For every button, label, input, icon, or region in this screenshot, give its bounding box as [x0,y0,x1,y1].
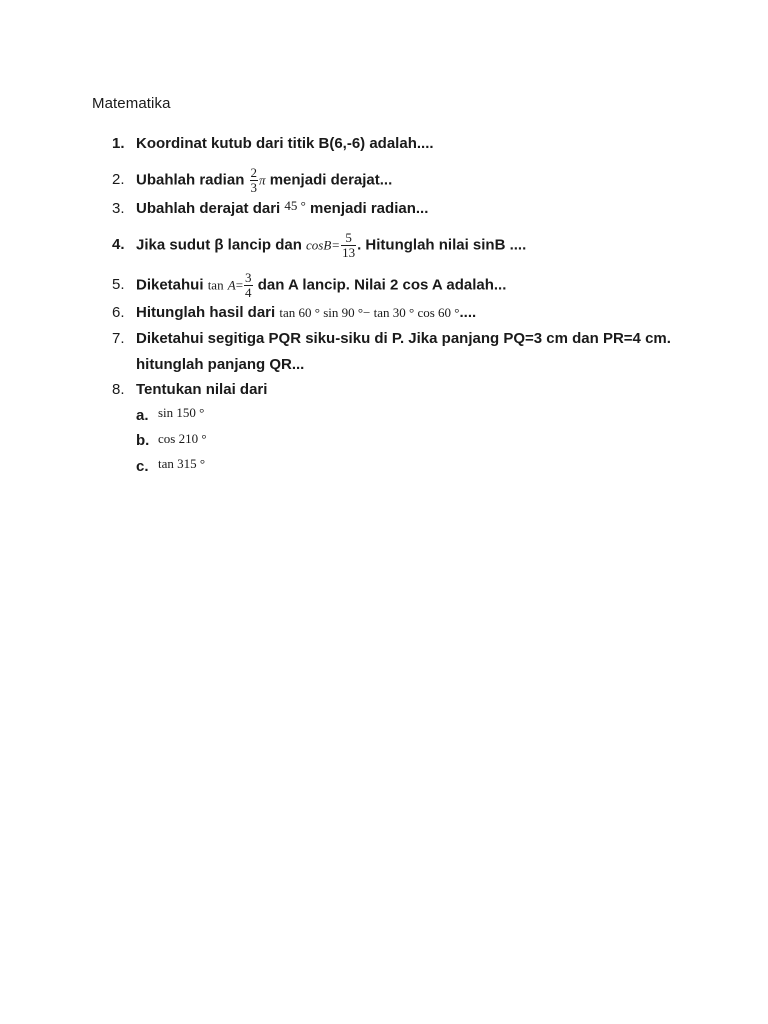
page-title: Matematika [92,95,171,112]
sub-item-c [136,457,205,477]
sub-item-letter: a. [136,407,149,424]
question-number: 1. [112,135,125,152]
fraction-numerator: 3 [245,270,252,285]
question-item-6 [112,303,476,323]
sub-item-letter: c. [136,458,149,475]
question-number: 3. [112,200,125,217]
fraction-denominator: 4 [245,285,252,300]
question-text-pre: Ubahlah derajat dari [136,200,285,217]
question-text-continuation: hitunglah panjang QR... [136,356,305,373]
math-equals: = [235,277,244,293]
question-number: 5. [112,276,125,294]
question-text-post: menjadi derajat... [265,171,393,189]
fraction-denominator: 13 [342,245,356,260]
question-text-pre: Diketahui [136,276,208,294]
math-function: tan [207,277,224,293]
math-expression: tan 315 ° [158,456,206,471]
question-item-2 [112,166,392,195]
fraction-numerator: 2 [250,165,258,180]
math-variable: A [227,277,236,293]
question-item-1 [112,134,434,154]
question-text: Koordinat kutub dari titik B(6,-6) adalah.... [136,135,434,152]
question-text-pre: Jika sudut β lancip dan [136,236,307,254]
math-expression: tan 60 ° sin 90 °− tan 30 ° cos 60 ° [279,305,460,320]
sub-item-letter: b. [136,432,150,449]
question-number: 4. [112,236,125,254]
question-item-3 [112,199,428,219]
question-text-post: dan A lancip. Nilai 2 cos A adalah... [253,276,507,294]
math-expression: cos 210 ° [158,431,207,446]
question-text-post: menjadi radian... [305,200,429,217]
question-number: 7. [112,330,125,347]
math-expression: cosB= [306,237,341,253]
question-text-post: . Hitunglah nilai sinB .... [357,236,527,254]
sub-item-b [136,431,207,451]
question-item-7 [112,329,671,349]
question-text-post: .... [459,304,477,321]
question-text-pre: Hitunglah hasil dari [136,304,280,321]
fraction [250,166,259,195]
question-item-5 [112,271,506,300]
question-number: 2. [112,171,125,189]
question-item-8 [112,380,267,400]
question-item-4 [112,231,526,260]
question-number: 6. [112,304,125,321]
question-text: Diketahui segitiga PQR siku-siku di P. Jika panjang PQ=3 cm dan PR=4 cm. [136,330,671,347]
question-number: 8. [112,381,125,398]
question-text: Tentukan nilai dari [136,381,268,398]
math-expression: sin 150 ° [158,405,205,420]
fraction-numerator: 5 [341,231,356,246]
fraction [244,271,253,300]
fraction [341,231,356,260]
math-expression: 45 ° [284,198,306,213]
sub-item-a [136,406,204,426]
question-text-pre: Ubahlah radian [136,171,249,189]
pi-symbol: π [259,172,266,188]
fraction-denominator: 3 [250,180,258,195]
